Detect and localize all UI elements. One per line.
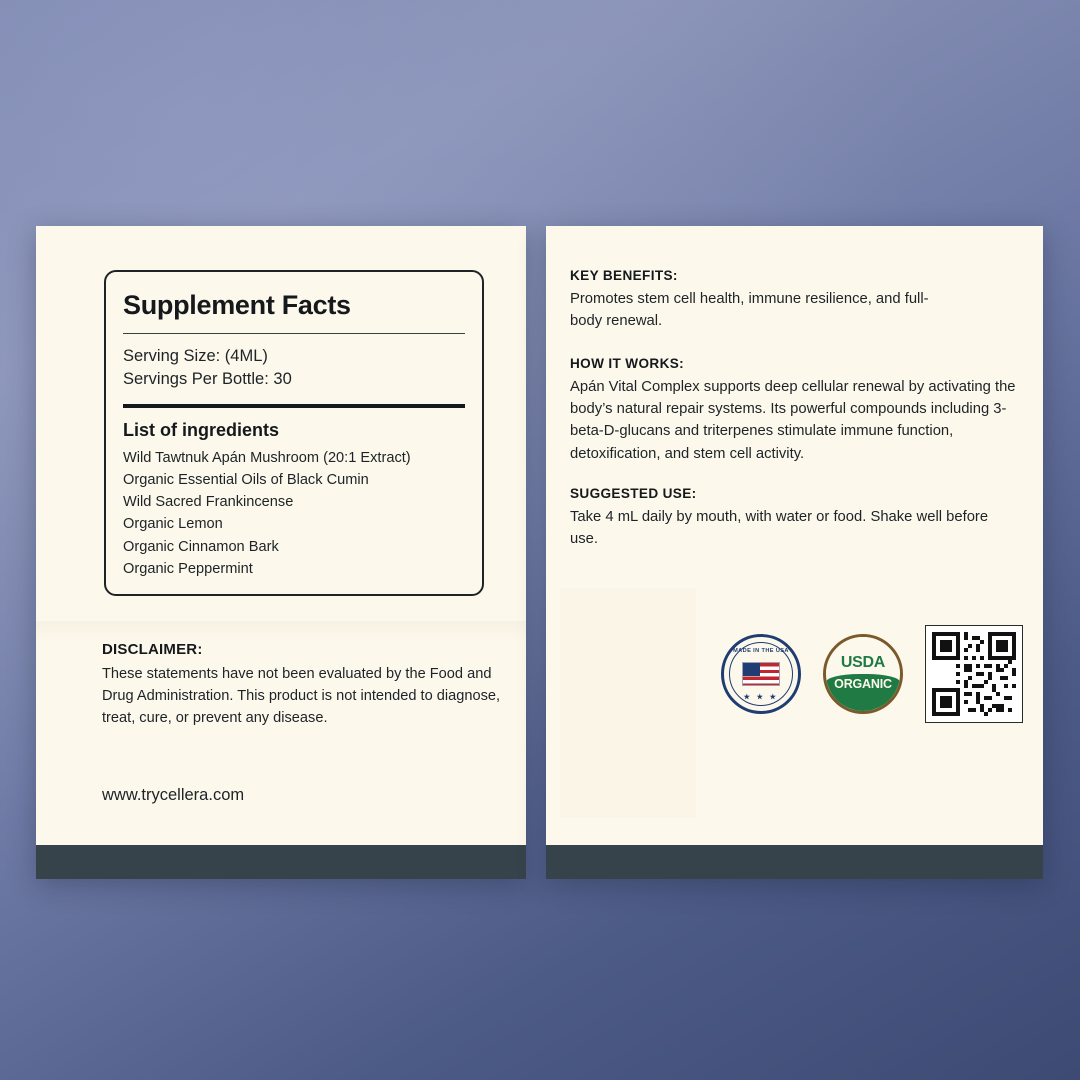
how-it-works-block	[570, 356, 1020, 465]
key-benefits-block	[570, 268, 1020, 332]
how-it-works-body: Apán Vital Complex supports deep cellular renewal by activating the body’s natural repair systems. Its powerful compounds including 3-beta-D-glucans and triterpenes stimulate immune function, detoxification, and stem cell activity.	[570, 379, 1016, 462]
servings-per-bottle: Servings Per Bottle: 30	[123, 370, 292, 389]
made-in-usa-top-text: MADE IN THE USA	[733, 648, 789, 654]
website-url[interactable]: www.trycellera.com	[102, 786, 245, 804]
paper-seam-right	[560, 588, 696, 818]
suggested-use-body: Take 4 mL daily by mouth, with water or food. Shake well before use.	[570, 509, 989, 548]
footer-bar-right	[546, 845, 1043, 879]
usda-organic-icon	[823, 634, 903, 714]
made-in-usa-icon	[721, 634, 801, 714]
how-it-works-heading: HOW IT WORKS:	[570, 356, 685, 371]
facts-divider-thin	[123, 333, 465, 334]
usda-top-half	[826, 637, 900, 674]
ingredient-item: Organic Lemon	[123, 516, 223, 533]
ingredient-item: Organic Peppermint	[123, 560, 253, 577]
ingredient-item: Organic Essential Oils of Black Cumin	[123, 472, 369, 489]
ingredient-item: Wild Tawtnuk Apán Mushroom (20:1 Extract)	[123, 449, 411, 466]
us-flag-icon	[742, 662, 780, 686]
key-benefits-body: Promotes stem cell health, immune resilience, and full-body renewal.	[570, 291, 929, 330]
disclaimer-body: These statements have not been evaluated by the Food and Drug Administration. This product is not intended to diagnose, treat, cure, or prevent any disease.	[102, 666, 501, 727]
disclaimer-heading: DISCLAIMER:	[102, 641, 203, 658]
organic-text: ORGANIC	[834, 676, 892, 691]
ingredient-item: Organic Cinnamon Bark	[123, 538, 279, 555]
serving-size: Serving Size: (4ML)	[123, 347, 268, 366]
supplement-facts-title: Supplement Facts	[123, 290, 351, 320]
qr-code-icon[interactable]	[925, 625, 1023, 723]
ingredients-heading: List of ingredients	[123, 419, 280, 440]
suggested-use-block	[570, 486, 1020, 550]
disclaimer-block	[102, 641, 502, 730]
suggested-use-heading: SUGGESTED USE:	[570, 486, 697, 501]
supplement-facts-box	[104, 270, 484, 596]
usda-bottom-half	[826, 674, 900, 711]
label-panel-right	[546, 226, 1043, 879]
usda-text: USDA	[840, 653, 886, 671]
ingredient-item: Wild Sacred Frankincense	[123, 494, 294, 511]
made-in-usa-stars: ★ ★ ★	[743, 694, 779, 701]
certification-badges	[721, 625, 1023, 723]
facts-divider-thick	[123, 404, 465, 408]
label-panel-left	[36, 226, 526, 879]
flag-canton	[743, 663, 760, 676]
paper-seam-left	[36, 621, 526, 643]
footer-bar-left	[36, 845, 526, 879]
key-benefits-heading: KEY BENEFITS:	[570, 268, 678, 283]
